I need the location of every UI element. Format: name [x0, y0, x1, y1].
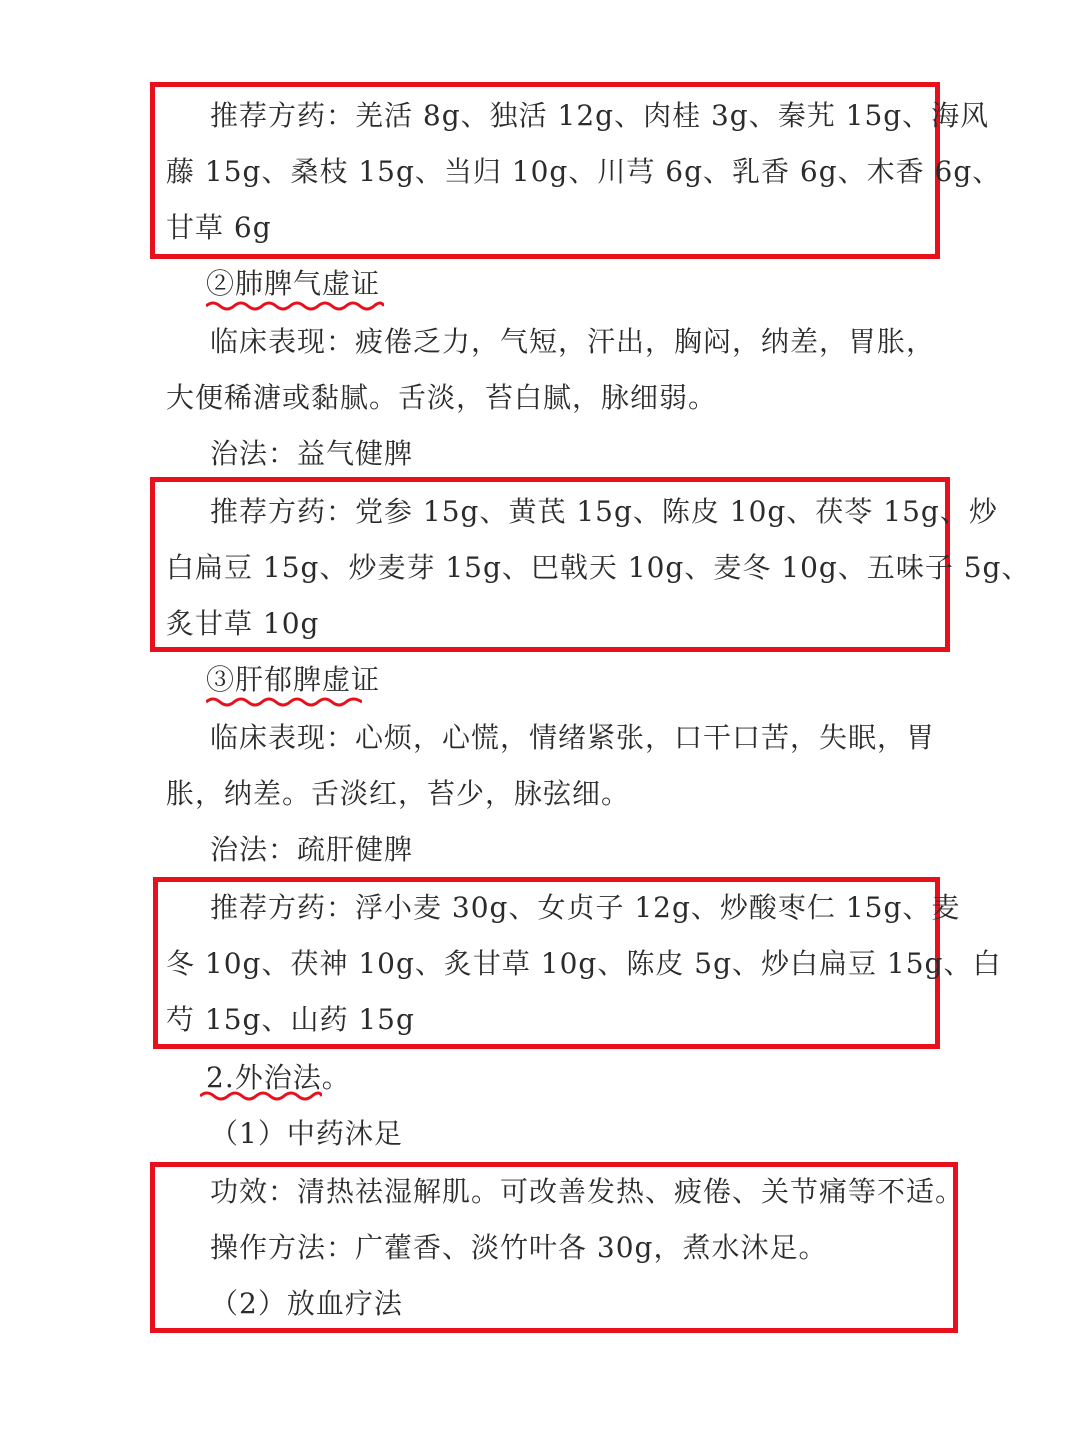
sec2-clinical-line-2: 大便稀溏或黏腻。舌淡，苔白腻，脉细弱。 [166, 381, 718, 414]
sec2-treatment: 治法：益气健脾 [210, 437, 414, 470]
sec3-rx-line-1: 推荐方药：浮小麦 30g、女贞子 12g、炒酸枣仁 15g、麦 [210, 891, 961, 924]
rx1-line-1: 推荐方药：羌活 8g、独活 12g、肉桂 3g、秦艽 15g、海风 [210, 99, 990, 132]
rx1-line-2: 藤 15g、桑枝 15g、当归 10g、川芎 6g、乳香 6g、木香 6g、 [166, 155, 1002, 188]
sec3-rx-line-2: 冬 10g、茯神 10g、炙甘草 10g、陈皮 5g、炒白扁豆 15g、白 [166, 947, 1002, 980]
external-method: 操作方法：广藿香、淡竹叶各 30g，煮水沐足。 [210, 1231, 828, 1264]
external-item-1: （1）中药沐足 [210, 1117, 403, 1150]
wavy-underline-decoration [200, 1090, 322, 1102]
sec2-title: ②肺脾气虚证 [206, 267, 381, 300]
external-title: 2.外治法。 [206, 1061, 351, 1094]
sec2-heading [206, 264, 380, 304]
sec3-clinical-line-1: 临床表现：心烦，心慌，情绪紧张，口干口苦，失眠，胃 [210, 721, 936, 754]
sec3-title: ③肝郁脾虚证 [206, 663, 381, 696]
sec2-rx-line-2: 白扁豆 15g、炒麦芽 15g、巴戟天 10g、麦冬 10g、五味子 5g、 [166, 551, 1031, 584]
sec3-heading [206, 660, 380, 700]
rx1-line-3: 甘草 6g [166, 211, 272, 244]
wavy-underline-decoration [206, 300, 384, 312]
external-effect: 功效：清热祛湿解肌。可改善发热、疲倦、关节痛等不适。 [210, 1175, 965, 1208]
external-item-2: （2）放血疗法 [210, 1287, 403, 1320]
sec2-rx-line-3: 炙甘草 10g [166, 607, 320, 640]
external-heading [206, 1058, 351, 1098]
sec3-rx-line-3: 芍 15g、山药 15g [166, 1003, 415, 1036]
sec3-treatment: 治法：疏肝健脾 [210, 833, 414, 866]
wavy-underline-decoration [206, 696, 362, 708]
sec2-rx-line-1: 推荐方药：党参 15g、黄芪 15g、陈皮 10g、茯苓 15g、炒 [210, 495, 998, 528]
sec2-clinical-line-1: 临床表现：疲倦乏力，气短，汗出，胸闷，纳差，胃胀， [210, 325, 936, 358]
sec3-clinical-line-2: 胀，纳差。舌淡红，苔少，脉弦细。 [166, 777, 631, 810]
